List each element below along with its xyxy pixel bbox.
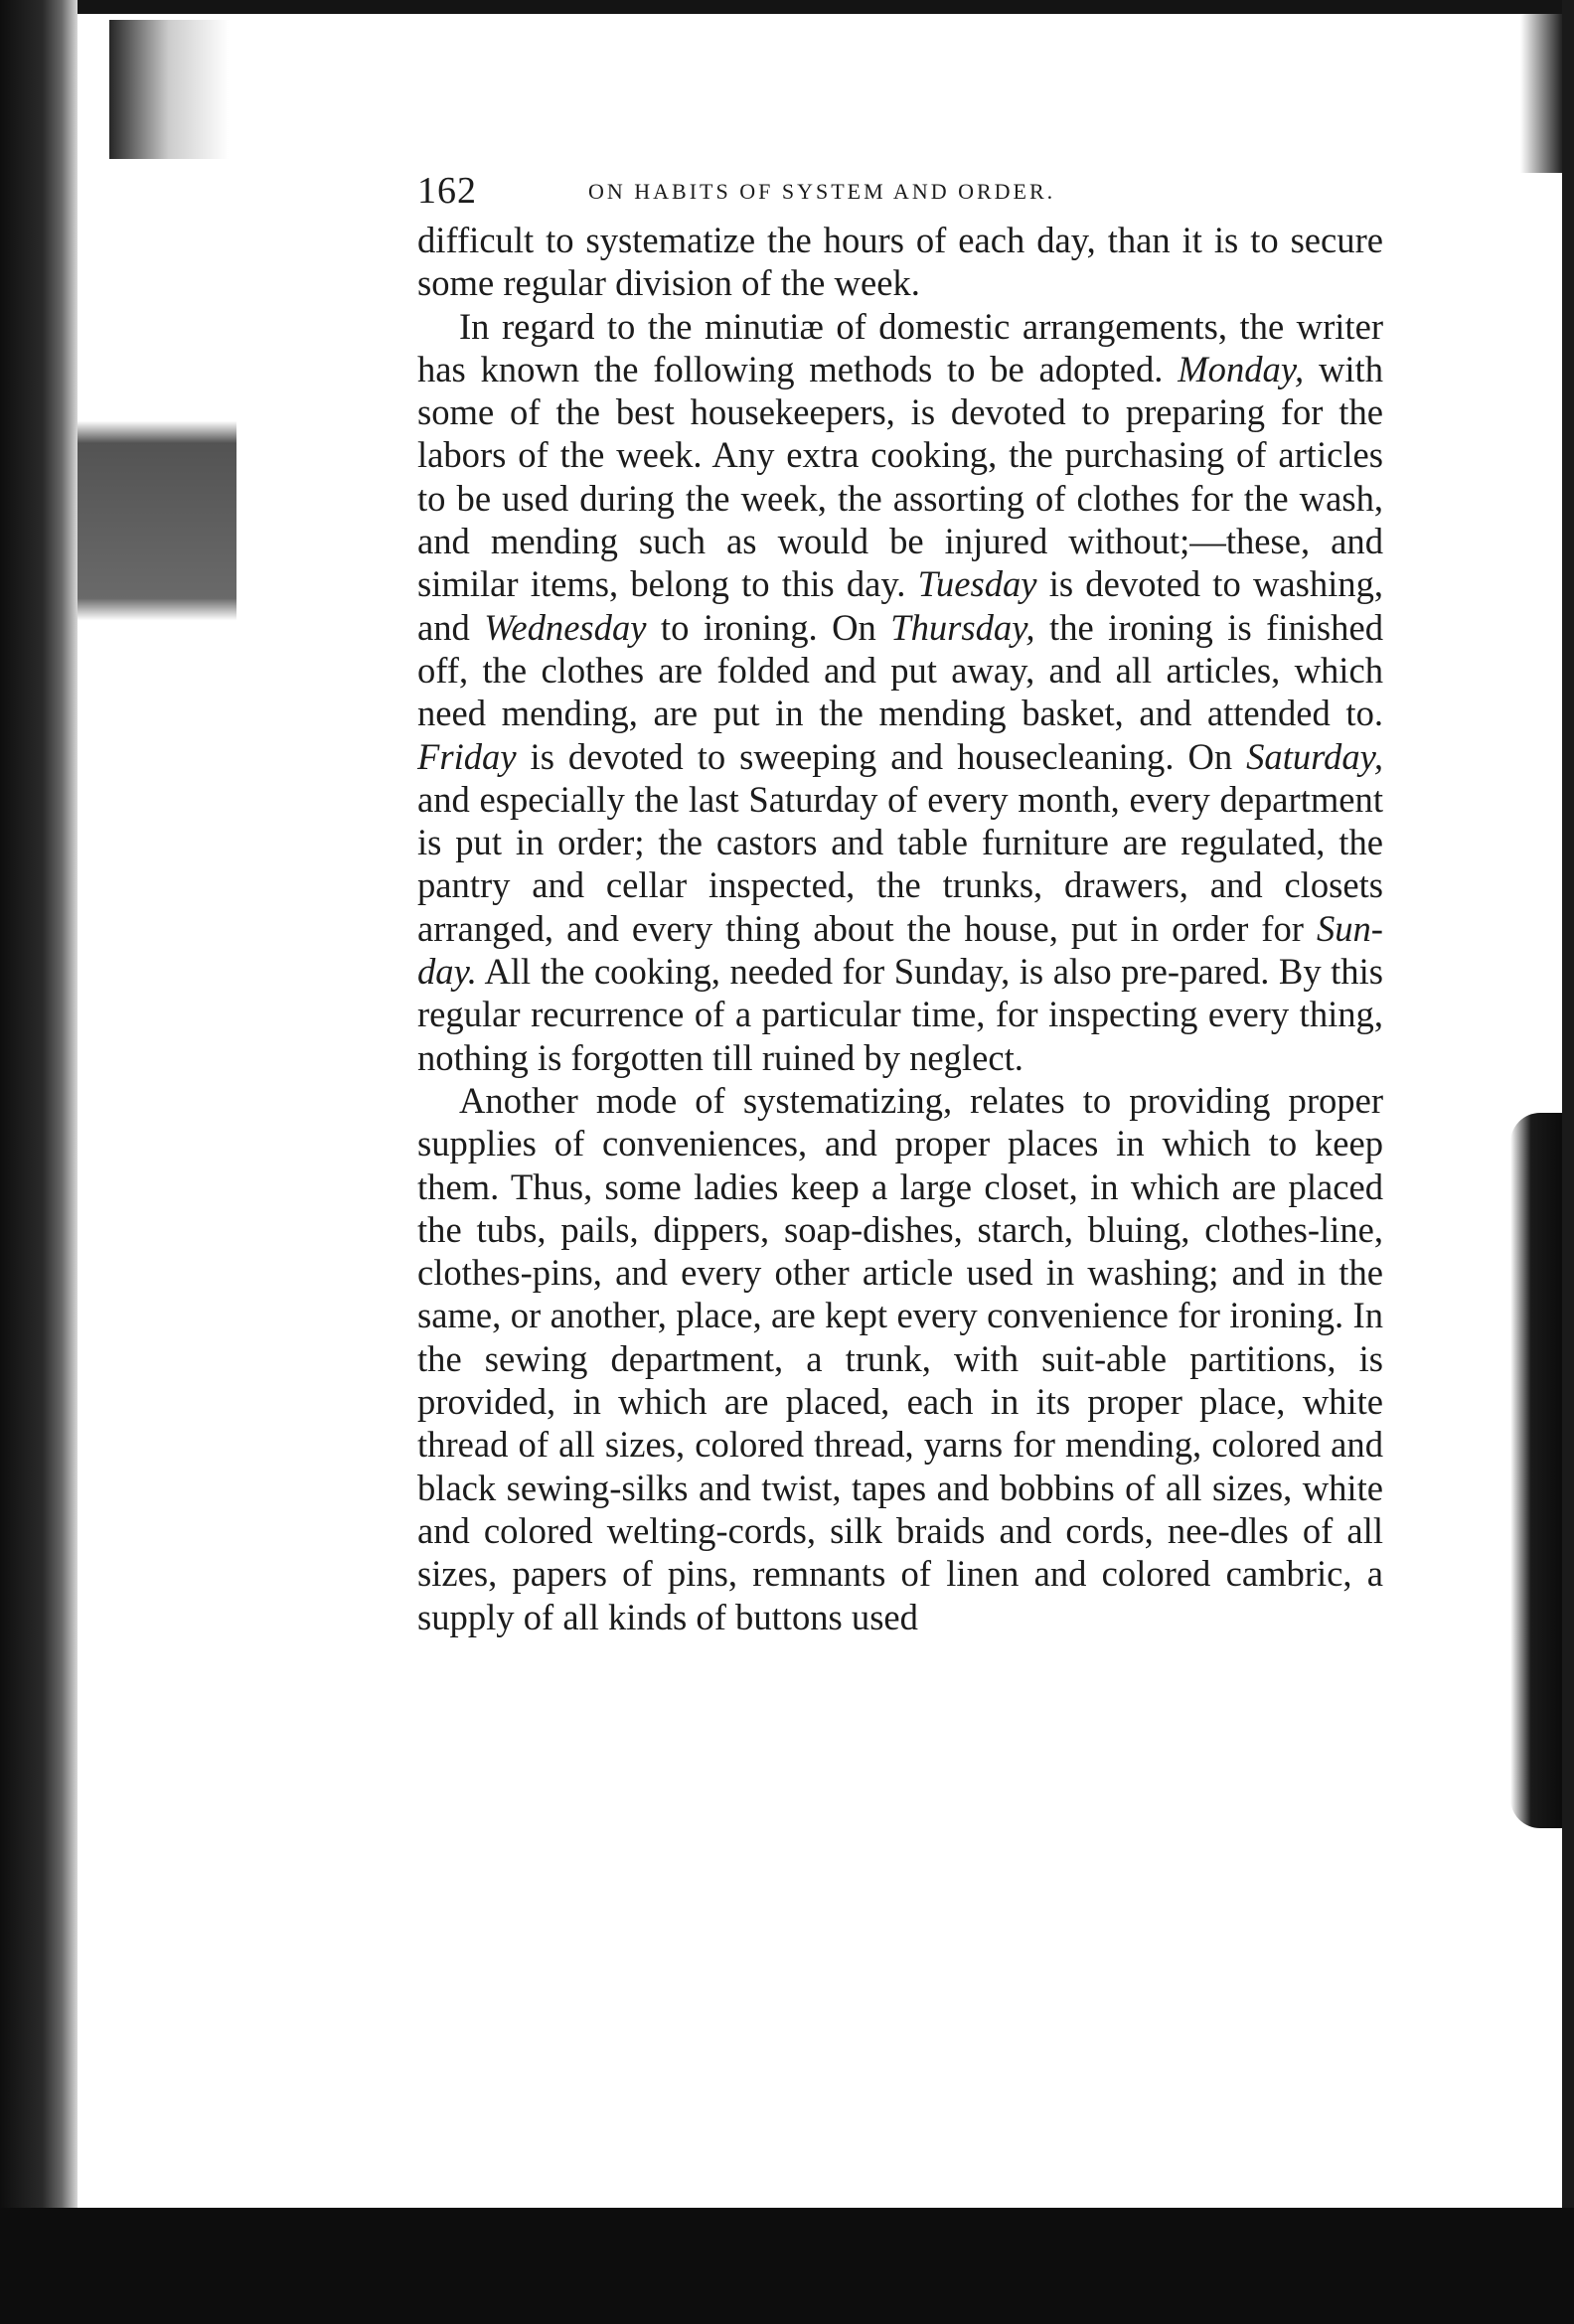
text-run: In regard to the minutiæ of domestic arrangements, the writer has known the following methods to be adopted. <box>417 305 1383 389</box>
text-run: Another mode of systematizing, relates to providing proper supplies of conveniences, and proper places in which to keep them. Thus, some ladies keep a large closet, in which are placed the tubs, pails, dippers, soap-dishes, starch, bluing, clothes-line, clothes-pins, and every other article used in washing; and in the same, or another, place, are kept every convenience for ironing. In the sewing department, a trunk, with suit-able partitions, is provided, in which are placed, each in its proper place, white thread of all sizes, colored thread, yarns for mending, colored and black sewing-silks and twist, tapes and bobbins of all sizes, white and colored welting-cords, silk braids and cords, nee-dles of all sizes, papers of pins, remnants of linen and colored cambric, a supply of all kinds of buttons used <box>417 1079 1383 1637</box>
italic-day-name: Wednesday <box>484 606 647 648</box>
italic-day-name: Sun-day. <box>417 907 1383 993</box>
book-binding-shadow <box>0 0 78 2216</box>
italic-day-name: Saturday, <box>1246 735 1383 777</box>
italic-day-name: Tuesday <box>917 563 1037 605</box>
paragraph <box>417 219 1383 305</box>
page-right-edge-shade <box>1520 14 1562 173</box>
scan-bottom-border <box>0 2208 1574 2324</box>
running-head <box>417 149 1383 219</box>
text-run: and especially the last Saturday of every month, every department is put in order; the castors and table furniture are regulated, the pantry and cellar inspected, the trunks, drawers, and closets arranged, and every thing about the house, put in order for <box>417 778 1383 949</box>
text-run: with some of the best housekeepers, is devoted to preparing for the labors of the week. Any extra cooking, the purchasing of articles to be used during the week, the assorting of clothes for the wash, and mending such as would be injured without;—these, and similar items, belong to this day. <box>417 348 1383 605</box>
paragraph <box>417 1079 1383 1638</box>
paragraph <box>417 305 1383 1079</box>
italic-day-name: Monday, <box>1178 348 1305 389</box>
text-run: All the cooking, needed for Sunday, is also pre-pared. By this regular recurrence of a particular time, for inspecting every thing, nothing is forgotten till ruined by neglect. <box>417 951 1383 1078</box>
text-run: to ironing. On <box>646 606 891 648</box>
body-text <box>417 219 1383 1638</box>
book-page <box>417 149 1383 1638</box>
page-number: 162 <box>417 170 477 212</box>
page-right-edge <box>1562 0 1574 2216</box>
italic-day-name: Friday <box>417 735 517 777</box>
italic-day-name: Thursday, <box>890 606 1035 648</box>
page-right-edge-tab <box>1510 1113 1562 1828</box>
text-run: difficult to systematize the hours of each day, than it is to secure some regular division of the week. <box>417 220 1383 304</box>
text-run: is devoted to sweeping and housecleaning. On <box>516 735 1247 777</box>
binding-corner-shade <box>109 20 229 159</box>
running-title: ON HABITS OF SYSTEM AND ORDER. <box>588 179 1056 204</box>
text-run: is devoted to washing, and <box>417 563 1383 648</box>
binding-gutter-shade <box>78 0 236 2216</box>
text-run: the ironing is finished off, the clothes are folded and put away, and all articles, which need mending, are put in the mending basket, and attended to. <box>417 606 1383 734</box>
